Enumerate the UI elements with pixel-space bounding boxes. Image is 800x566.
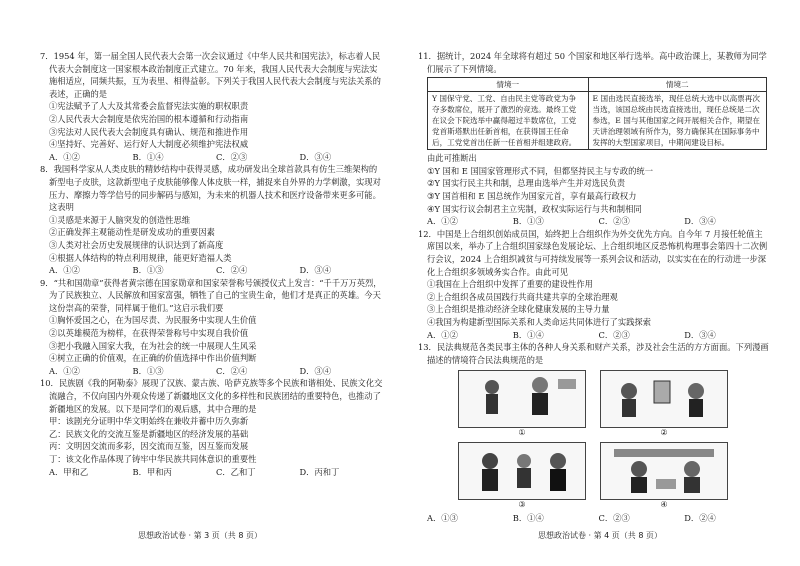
panel-label: ③	[518, 500, 526, 510]
option-d[interactable]: D．③④	[299, 365, 332, 376]
option-c[interactable]: C．②③	[598, 513, 630, 524]
cartoon-figures-icon	[601, 371, 727, 427]
page-footer: 思想政治试卷 · 第 3 页（共 8 页）	[138, 531, 262, 540]
statement-item: ①灵感是来源于人脑突发的创造性思维	[49, 214, 191, 225]
statement-item: ③宪法对人民代表大会制度具有确认、规范和推进作用	[49, 126, 249, 137]
option-d[interactable]: D．③④	[684, 329, 716, 340]
comic-panel-4	[600, 442, 728, 510]
option-b[interactable]: B．①③	[132, 365, 164, 376]
question-stem: 8．我国科学家从人类皮肤的精妙结构中获得灵感，成功研发出全球首款具有仿生三维架构的新型电子皮肤，这款新型电子皮肤能够像人体皮肤一样，捕捉来自外界的力学刺激，实现对压力、摩擦力等学信号的同步解码与感知，为未来的机器人技术和医疗设备带来更多可能。这表明	[40, 164, 381, 213]
statement-item: ②上合组织各成员国践行共商共建共享的全球治理观	[427, 291, 618, 302]
option-a[interactable]: A．甲和乙	[49, 466, 89, 477]
comic-illustration	[600, 370, 728, 428]
comic-grid	[458, 370, 728, 510]
cartoon-figures-icon	[601, 443, 727, 499]
option-b[interactable]: B．①④	[132, 151, 164, 162]
option-d[interactable]: D．③④	[299, 151, 332, 162]
panel-label: ④	[660, 500, 668, 510]
question-stem: 10．民族剧《我的阿勒泰》展现了汉族、蒙古族、哈萨克族等多个民族和谐相处、民族文化交流融合，不仅向国内外观众传递了新疆地区文化的多样性和民族团结的重要特色，也推动了新疆地区的发展。以下是同学们的观后感，其中合理的是	[40, 378, 383, 414]
statement-item: ③Y 国首相和 E 国总统作为国家元首，享有最高行政权力	[427, 190, 637, 201]
question-stem: 13．民法典规范各类民事主体的各种人身关系和财产关系，涉及社会生活的方方面面。下列漫画描述的情境符合民法典规范的是	[418, 342, 769, 365]
statement-item: 乙：民族文化的交流互鉴是新疆地区的经济发展的基础	[49, 428, 249, 439]
answer-options	[418, 512, 770, 525]
question-7	[40, 50, 383, 163]
table-header: 情境二	[588, 78, 766, 92]
table-header: 情境一	[428, 78, 589, 92]
comic-panel-1	[458, 370, 586, 438]
option-d[interactable]: D．丙和丁	[299, 466, 340, 477]
answer-options	[40, 151, 383, 164]
panel-label: ②	[660, 428, 668, 438]
option-b[interactable]: B．①④	[512, 513, 544, 524]
statement-item: ④我国为构建新型国际关系和人类命运共同体进行了实践探索	[427, 316, 652, 327]
statement-item: ①宪法赋予了人大及其常委会监督宪法实施的职权职责	[49, 101, 249, 112]
answer-options	[40, 466, 383, 479]
statement-item: 甲：该剧充分证明中华文明始终在兼收并蓄中历久弥新	[49, 416, 249, 427]
option-d[interactable]: D．②④	[684, 513, 716, 524]
statement-item: ②Y 国实行民主共和制，总理由选举产生并对选民负责	[427, 178, 626, 189]
lead-text: 由此可推断出	[427, 153, 477, 164]
page-footer: 思想政治试卷 · 第 4 页（共 8 页）	[538, 531, 662, 540]
question-9	[40, 277, 383, 378]
option-b[interactable]: B．①③	[512, 216, 544, 227]
question-stem: 9．“共和国勋章”获得者黄宗德在国家勋章和国家荣誉称号颁授仪式上发言：“千千万万英烈，为了民族独立、人民解放和国家富强，牺牲了自己的宝贵生命，他们才是真正的英雄。今天这份崇高的荣誉，同样属于他们。”这启示我们要	[40, 277, 382, 313]
statement-item: ③人类对社会历史发展规律的认识达到了新高度	[49, 239, 224, 250]
statement-item: ③把小我融入国家大我，在为社会的统一中展现人生风采	[49, 340, 257, 351]
statement-item: ②人民代表大会制度是依宪治国的根本遵循和行动指南	[49, 113, 249, 124]
statement-item: ④树立正确的价值观，在正确的价值选择中作出价值判断	[49, 353, 257, 364]
right-page	[400, 0, 800, 566]
statement-item: ③上合组织是推动经济全球化健康发展的主导力量	[427, 304, 610, 315]
statement-item: ④坚持好、完善好、运行好人大制度必须维护宪法权威	[49, 139, 249, 150]
option-c[interactable]: C．乙和丁	[216, 466, 256, 477]
statement-item: ①胸怀爱国之心，在为国尽责、为民服务中实现人生价值	[49, 315, 257, 326]
question-stem: 12．中国是上合组织创始成员国，始终把上合组织作为外交优先方向。自今年 7 月接任轮值主席国以来，举办了上合组织国家绿色发展论坛、上合组织地区反恐怖机构理事会第四十二次例行会议，2024 上合组织减贫与可持续发展等一系列会议和活动，以实实在在的行动进一步深化上合组织多领域务实合作。由此可见	[418, 228, 768, 277]
statement-item: ①我国在上合组织中发挥了重要的建设性作用	[427, 279, 593, 290]
table-cell: Y 国保守党、工党、自由民主党等政党为争夺多数席位，展开了激烈的竞选。最终工党在议会下院选举中赢得超过半数席位，工党党首斯塔默出任新首相，在获得国王任命后，工党党首出任新一任首相并组建政府。	[428, 92, 589, 150]
option-a[interactable]: A．①②	[49, 151, 80, 162]
right-column	[418, 50, 770, 525]
option-a[interactable]: A．①②	[49, 365, 80, 376]
comic-illustration	[600, 442, 728, 500]
statement-item: ②以英雄模范为榜样，在获得荣誉称号中实现自我价值	[49, 328, 249, 339]
statement-item: ④根据人体结构的特点利用规律，能更好造福人类	[49, 252, 232, 263]
option-a[interactable]: A．①②	[49, 265, 80, 276]
option-a[interactable]: A．①②	[427, 329, 458, 340]
panel-label: ①	[518, 428, 526, 438]
question-10	[40, 377, 383, 478]
left-column	[40, 50, 383, 478]
comic-illustration	[458, 370, 586, 428]
cartoon-figures-icon	[459, 371, 585, 427]
statement-item: ①Y 国和 E 国国家管理形式不同，但都坚持民主与专政的统一	[427, 165, 654, 176]
statement-item: ②正确发挥主观能动性是研发成功的重要因素	[49, 227, 215, 238]
answer-options	[40, 365, 383, 378]
situation-table	[427, 77, 767, 150]
option-b[interactable]: B．①④	[512, 329, 544, 340]
question-stem: 7．1954 年，第一届全国人民代表大会第一次会议通过《中华人民共和国宪法》，标志着人民代表大会制度这一国家根本政治制度正式建立。70 年来，我国人民代表大会制度与宪法实施相适应，同频共振，互为表里、相得益彰。下列关于我国人民代表大会制度与宪法关系的表述，正确的是	[40, 51, 381, 99]
option-a[interactable]: A．①③	[427, 513, 458, 524]
comic-panel-3	[458, 442, 586, 510]
option-a[interactable]: A．①②	[427, 216, 458, 227]
option-c[interactable]: C．②④	[216, 265, 248, 276]
answer-options	[418, 215, 770, 228]
option-d[interactable]: D．③④	[299, 265, 332, 276]
option-c[interactable]: C．②③	[598, 329, 630, 340]
option-b[interactable]: B．甲和丙	[132, 466, 172, 477]
option-d[interactable]: D．③④	[684, 216, 716, 227]
answer-options	[40, 264, 383, 277]
question-11	[418, 50, 770, 228]
statement-item: 丁：该文化作品体现了铸牢中华民族共同体意识的重要性	[49, 454, 257, 464]
answer-options	[418, 329, 770, 342]
option-c[interactable]: C．②④	[216, 365, 248, 376]
statement-item: ④Y 国实行议会制君主立宪制，政权实际运行与共和制相同	[427, 203, 642, 214]
option-c[interactable]: C．②③	[216, 151, 248, 162]
table-cell: E 国由选民直接选举，现任总统大选中以高票再次当选，该国总统由民选直接选出，现任总统是二次参选，E 国与其他国家之间开展相关合作，期望在天讲治理领域有所作为，努力确保其在国际事务中发挥的大型国家项目，中期间建设目标。	[588, 92, 766, 150]
option-b[interactable]: B．①③	[132, 265, 164, 276]
question-8	[40, 163, 383, 276]
cartoon-figures-icon	[459, 443, 585, 499]
question-13	[418, 341, 770, 525]
question-stem: 11．据统计，2024 年全球将有超过 50 个国家和地区举行选举。高中政治课上，某教师为同学们展示了下列情境。	[418, 51, 767, 74]
comic-illustration	[458, 442, 586, 500]
comic-panel-2	[600, 370, 728, 438]
option-c[interactable]: C．②③	[598, 216, 630, 227]
statement-item: 丙：文明因交流而多彩，因交流而互鉴，因互鉴而发展	[49, 441, 249, 452]
question-12	[418, 228, 770, 341]
